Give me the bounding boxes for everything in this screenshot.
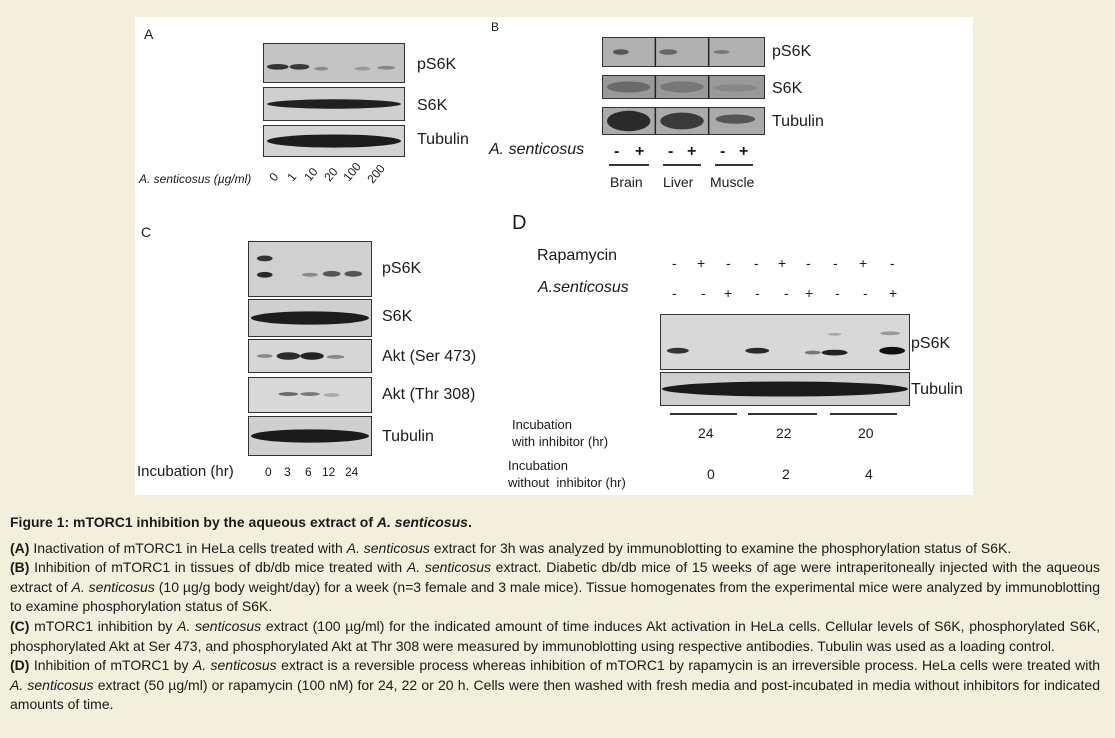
panel-d-blot-tubulin [660, 372, 910, 406]
panel-a-dose-3: 20 [321, 164, 341, 184]
panel-d-senticosus-label: A.senticosus [538, 279, 629, 296]
caption-paragraph-c [10, 617, 1100, 656]
panel-a-dose-5: 200 [364, 161, 388, 186]
panel-d-without-inhibitor-line2: without inhibitor (hr) [508, 475, 626, 490]
panel-d-rapa-sign-7: + [859, 255, 868, 271]
panel-d-rapa-sign-6: - [833, 255, 838, 271]
panel-a-blot-ps6k [263, 43, 405, 83]
panel-d-with-inhibitor-line2: with inhibitor (hr) [512, 434, 609, 449]
panel-c-time-1: 3 [284, 465, 291, 479]
panel-d-rapa-sign-8: - [890, 255, 895, 271]
panel-d-divider-22 [748, 413, 817, 415]
panel-b-sign-2: - [668, 143, 674, 160]
panel-a-label-ps6k: pS6K [417, 56, 457, 73]
caption-a-italic: A. senticosus [346, 539, 430, 556]
panel-d-rapa-sign-5: - [806, 255, 811, 271]
panel-d-sent-sign-3: - [755, 285, 760, 301]
panel-d-without-inhibitor-label [508, 457, 626, 491]
panel-b-label-s6k: S6K [772, 80, 803, 97]
panel-c-label-ps6k: pS6K [382, 260, 422, 277]
panel-c-time-0: 0 [265, 465, 272, 479]
caption-c-text-2: extract (100 µg/ml) for the indicated amount of time induces Akt activation in HeLa cells. Cellular levels of S6K, phosphorylated S6K, phosphorylated Akt at Ser 473, and phosphorylated Akt at Thr 308 were measured by immunoblotting using respective antibodies. Tubulin was used as a loading control. [10, 617, 1100, 654]
caption-paragraph-d [10, 656, 1100, 715]
caption-d-text-2: extract is a reversible process whereas inhibition of mTORC1 by rapamycin is an irreversible process. HeLa cells were treated with [276, 657, 1101, 674]
panel-b-treatment-label: A. senticosus [489, 141, 585, 158]
panel-b-tissue-muscle: Muscle [710, 174, 755, 190]
panel-c-blot-tubulin [248, 416, 372, 456]
caption-a-text-1: Inactivation of mTORC1 in HeLa cells treated with [29, 539, 347, 556]
panel-d-without-inhibitor-line1: Incubation [508, 458, 568, 473]
panel-d-with-inhibitor-label [512, 416, 608, 450]
panel-c-time-4: 24 [345, 465, 359, 479]
panel-b-sign-0: - [614, 143, 620, 160]
panel-b-label-ps6k: pS6K [772, 43, 812, 60]
panel-a-label-tubulin: Tubulin [417, 131, 469, 148]
panel-b-label-tubulin: Tubulin [772, 113, 824, 130]
panel-a-dose-4: 100 [340, 159, 364, 184]
caption-d-label: (D) [10, 657, 30, 674]
panel-b-divider-muscle [715, 164, 753, 166]
panel-a-letter: A [144, 26, 154, 42]
caption-b-italic-2: A. senticosus [71, 578, 155, 595]
panel-d-with-value-24: 24 [698, 425, 714, 441]
panel-c-label-akt-thr308: Akt (Thr 308) [382, 386, 476, 403]
panel-a-blot-tubulin [263, 125, 405, 157]
caption-b-text-3: (10 µg/g body weight/day) for a week (n=3 female and 3 male mice). Tissue homogenates from the experimental mice were analyzed by immunoblotting to examine phosphorylation status of S6K. [10, 578, 1101, 615]
panel-a-xlabel: A. senticosus (µg/ml) [139, 172, 252, 186]
caption-c-text-1: mTORC1 inhibition by [29, 617, 178, 634]
caption-paragraph-b [10, 558, 1100, 617]
panel-b-blot-s6k [602, 75, 765, 99]
panel-a-dose-1: 1 [284, 169, 300, 184]
panel-d-rapa-sign-2: - [726, 255, 731, 271]
panel-b-sign-4: - [720, 143, 726, 160]
panel-a-dose-2: 10 [301, 164, 321, 184]
panel-c-time-3: 12 [322, 465, 336, 479]
panel-d-blot-ps6k [660, 314, 910, 370]
panel-a-dose-0: 0 [266, 169, 282, 184]
caption-d-italic-1: A. senticosus [192, 657, 277, 674]
caption-d-text-3: extract (50 µg/ml) or rapamycin (100 nM) for 24, 22 or 20 h. Cells were then washed with fresh media and post-incubated in media without inhibitors for indicated amounts of time. [10, 676, 1101, 713]
panel-c-label-s6k: S6K [382, 308, 413, 325]
panel-d-divider-24 [670, 413, 737, 415]
panel-d-without-value-2: 2 [782, 466, 790, 482]
panel-b-divider-brain [609, 164, 649, 166]
panel-d-with-value-20: 20 [858, 425, 874, 441]
panel-b-letter: B [491, 20, 500, 34]
caption-c-label: (C) [10, 617, 30, 634]
panel-c-blot-akt-ser473 [248, 339, 372, 373]
caption-title-italic: A. senticosus [376, 514, 468, 530]
panel-c-label-akt-ser473: Akt (Ser 473) [382, 348, 477, 365]
panel-d-rapa-sign-3: - [754, 255, 759, 271]
panel-d-without-value-0: 0 [707, 466, 715, 482]
panel-b-divider-liver [663, 164, 701, 166]
caption-b-text-1: Inhibition of mTORC1 in tissues of db/db mice treated with [29, 559, 407, 576]
panel-d-letter: D [512, 212, 527, 234]
panel-b-blot-tubulin [602, 107, 765, 135]
caption-a-label: (A) [10, 539, 30, 556]
caption-paragraph-a [10, 539, 1100, 559]
panel-d-rapa-sign-4: + [778, 255, 787, 271]
panel-a-blot-s6k [263, 87, 405, 121]
panel-c-blot-ps6k [248, 241, 372, 297]
panel-d-label-tubulin: Tubulin [911, 381, 963, 398]
panel-c-label-tubulin: Tubulin [382, 428, 434, 445]
panel-d-sent-sign-8: + [889, 285, 898, 301]
panel-d-sent-sign-2: + [724, 285, 733, 301]
panel-c-time-2: 6 [305, 465, 312, 479]
caption-d-italic-2: A. senticosus [10, 676, 94, 693]
panel-d-rapamycin-label: Rapamycin [537, 247, 618, 264]
panel-d-sent-sign-6: - [835, 285, 840, 301]
panel-c-blot-s6k [248, 299, 372, 337]
panel-d-rapa-sign-1: + [697, 255, 706, 271]
panel-d-sent-sign-5: + [805, 285, 814, 301]
caption-b-label: (B) [10, 559, 30, 576]
caption-d-text-1: Inhibition of mTORC1 by [29, 657, 193, 674]
panel-b-blot-ps6k [602, 37, 765, 67]
panel-c-letter: C [141, 224, 152, 240]
panel-c-blot-akt-thr308 [248, 377, 372, 413]
caption-b-italic-1: A. senticosus [406, 559, 491, 576]
panel-a-label-s6k: S6K [417, 97, 448, 114]
panel-d-with-value-22: 22 [776, 425, 792, 441]
panel-b-sign-5: + [739, 143, 749, 160]
figure-panel [135, 17, 973, 495]
panel-d-divider-20 [830, 413, 897, 415]
figure-caption [10, 513, 1100, 715]
panel-b-tissue-brain: Brain [610, 174, 643, 190]
panel-b-sign-3: + [687, 143, 697, 160]
panel-d-rapa-sign-0: - [672, 255, 677, 271]
panel-b-sign-1: + [635, 143, 645, 160]
panel-b-tissue-liver: Liver [663, 174, 694, 190]
panel-d-without-value-4: 4 [865, 466, 873, 482]
panel-d-with-inhibitor-line1: Incubation [512, 417, 572, 432]
caption-a-text-2: extract for 3h was analyzed by immunoblotting to examine the phosphorylation status of S6K. [429, 539, 1012, 556]
caption-c-italic: A. senticosus [177, 617, 262, 634]
panel-d-sent-sign-0: - [672, 285, 677, 301]
panel-d-sent-sign-1: - [701, 285, 706, 301]
caption-title-prefix: Figure 1: mTORC1 inhibition by the aqueous extract of [10, 514, 377, 530]
panel-d-sent-sign-4: - [784, 285, 789, 301]
caption-b-text-2: extract. Diabetic db/db mice of 15 weeks of age were intraperitoneally injected with the aqueous extract of [10, 559, 1100, 595]
panel-c-xlabel: Incubation (hr) [137, 463, 234, 480]
panel-d-sent-sign-7: - [863, 285, 868, 301]
caption-title-suffix: . [467, 514, 472, 530]
panel-d-label-ps6k: pS6K [911, 335, 951, 352]
caption-title [10, 513, 1100, 533]
